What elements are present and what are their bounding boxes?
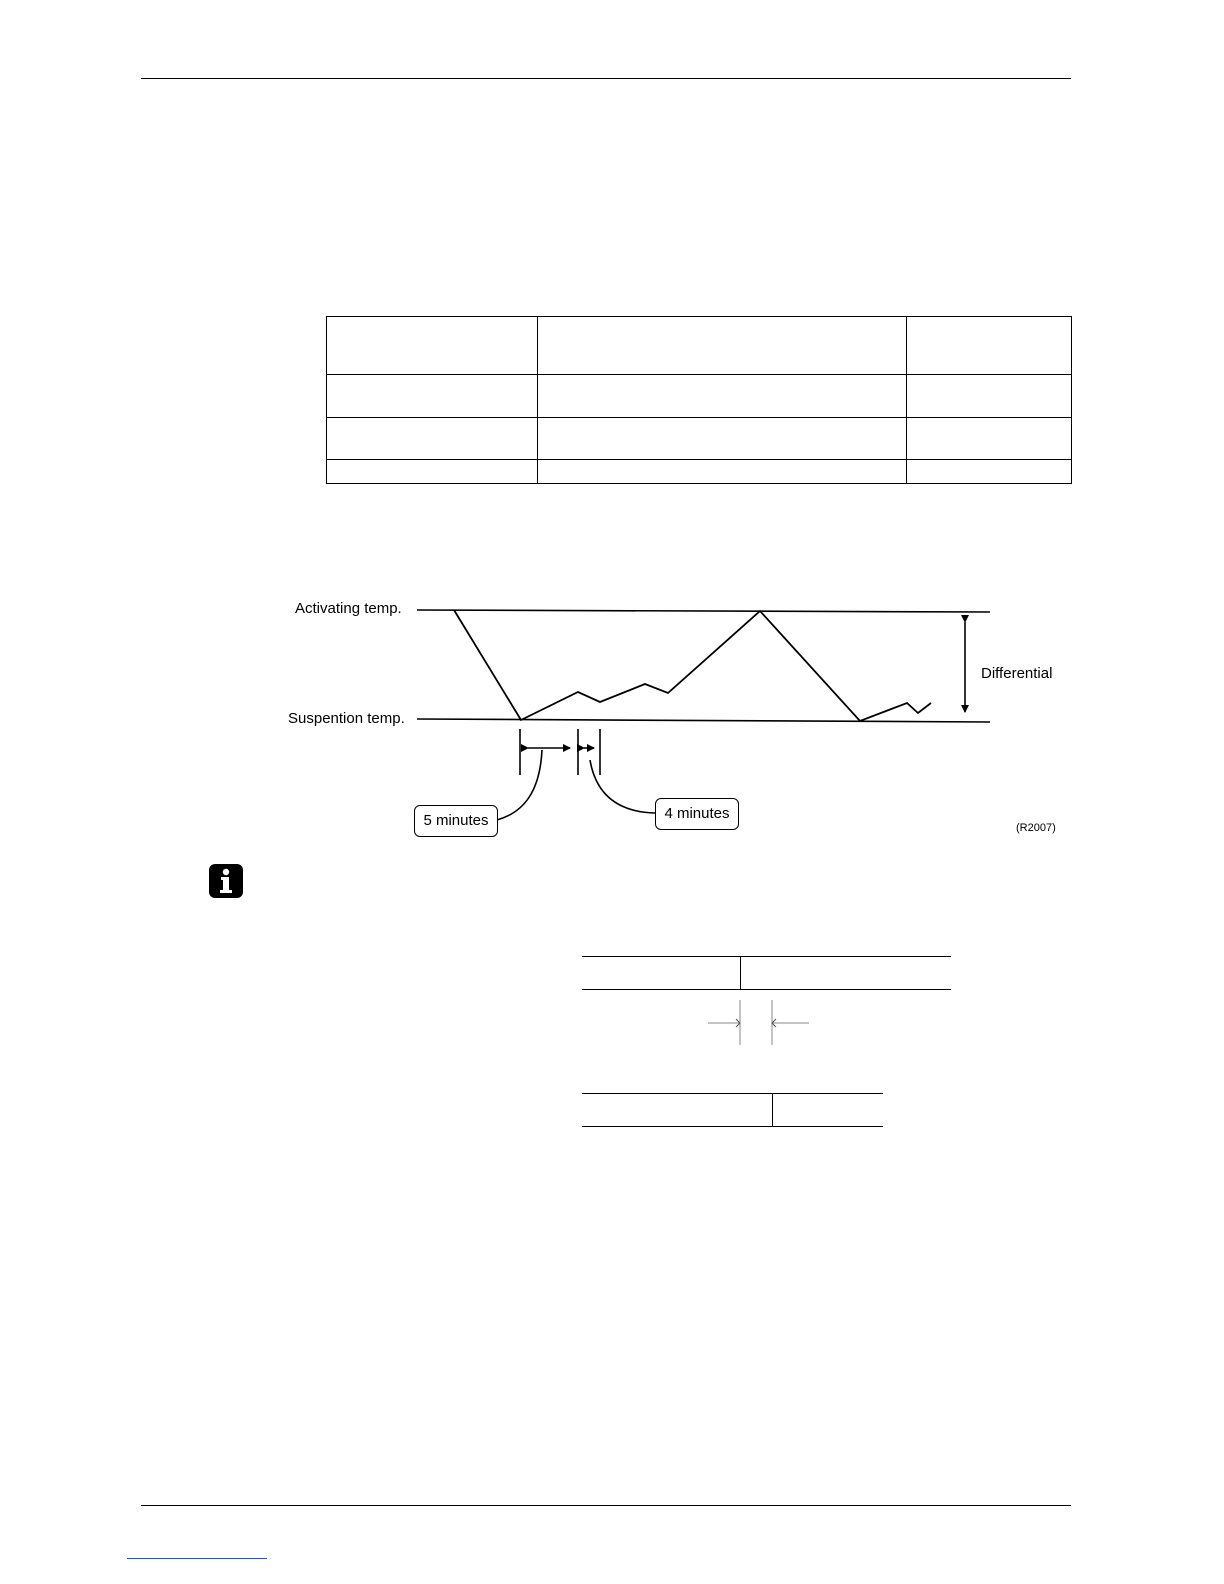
activating-temp-label: Activating temp.: [295, 600, 402, 617]
differential-label: Differential: [981, 665, 1053, 682]
note-table-1-bottom-rule: [582, 989, 951, 990]
activating-temp-line: [417, 610, 990, 612]
callout-five-minutes: 5 minutes: [414, 805, 498, 837]
footer-link[interactable]: [127, 1558, 267, 1559]
note-table-2-divider: [772, 1093, 773, 1126]
suspension-temp-line: [417, 719, 990, 722]
footer-rule: [141, 1505, 1071, 1506]
callout-four-minutes: 4 minutes: [655, 798, 739, 830]
suspension-temp-label: Suspention temp.: [288, 710, 405, 727]
note-table-1-divider: [740, 956, 741, 989]
info-icon: [209, 864, 243, 898]
figure-code: (R2007): [1016, 822, 1056, 834]
note-table-2-bottom-rule: [582, 1126, 883, 1127]
dimension-sketch: [700, 995, 820, 1050]
note-table-2-top-rule: [582, 1093, 883, 1094]
temperature-curve: [454, 610, 931, 721]
note-table-1-top-rule: [582, 956, 951, 957]
